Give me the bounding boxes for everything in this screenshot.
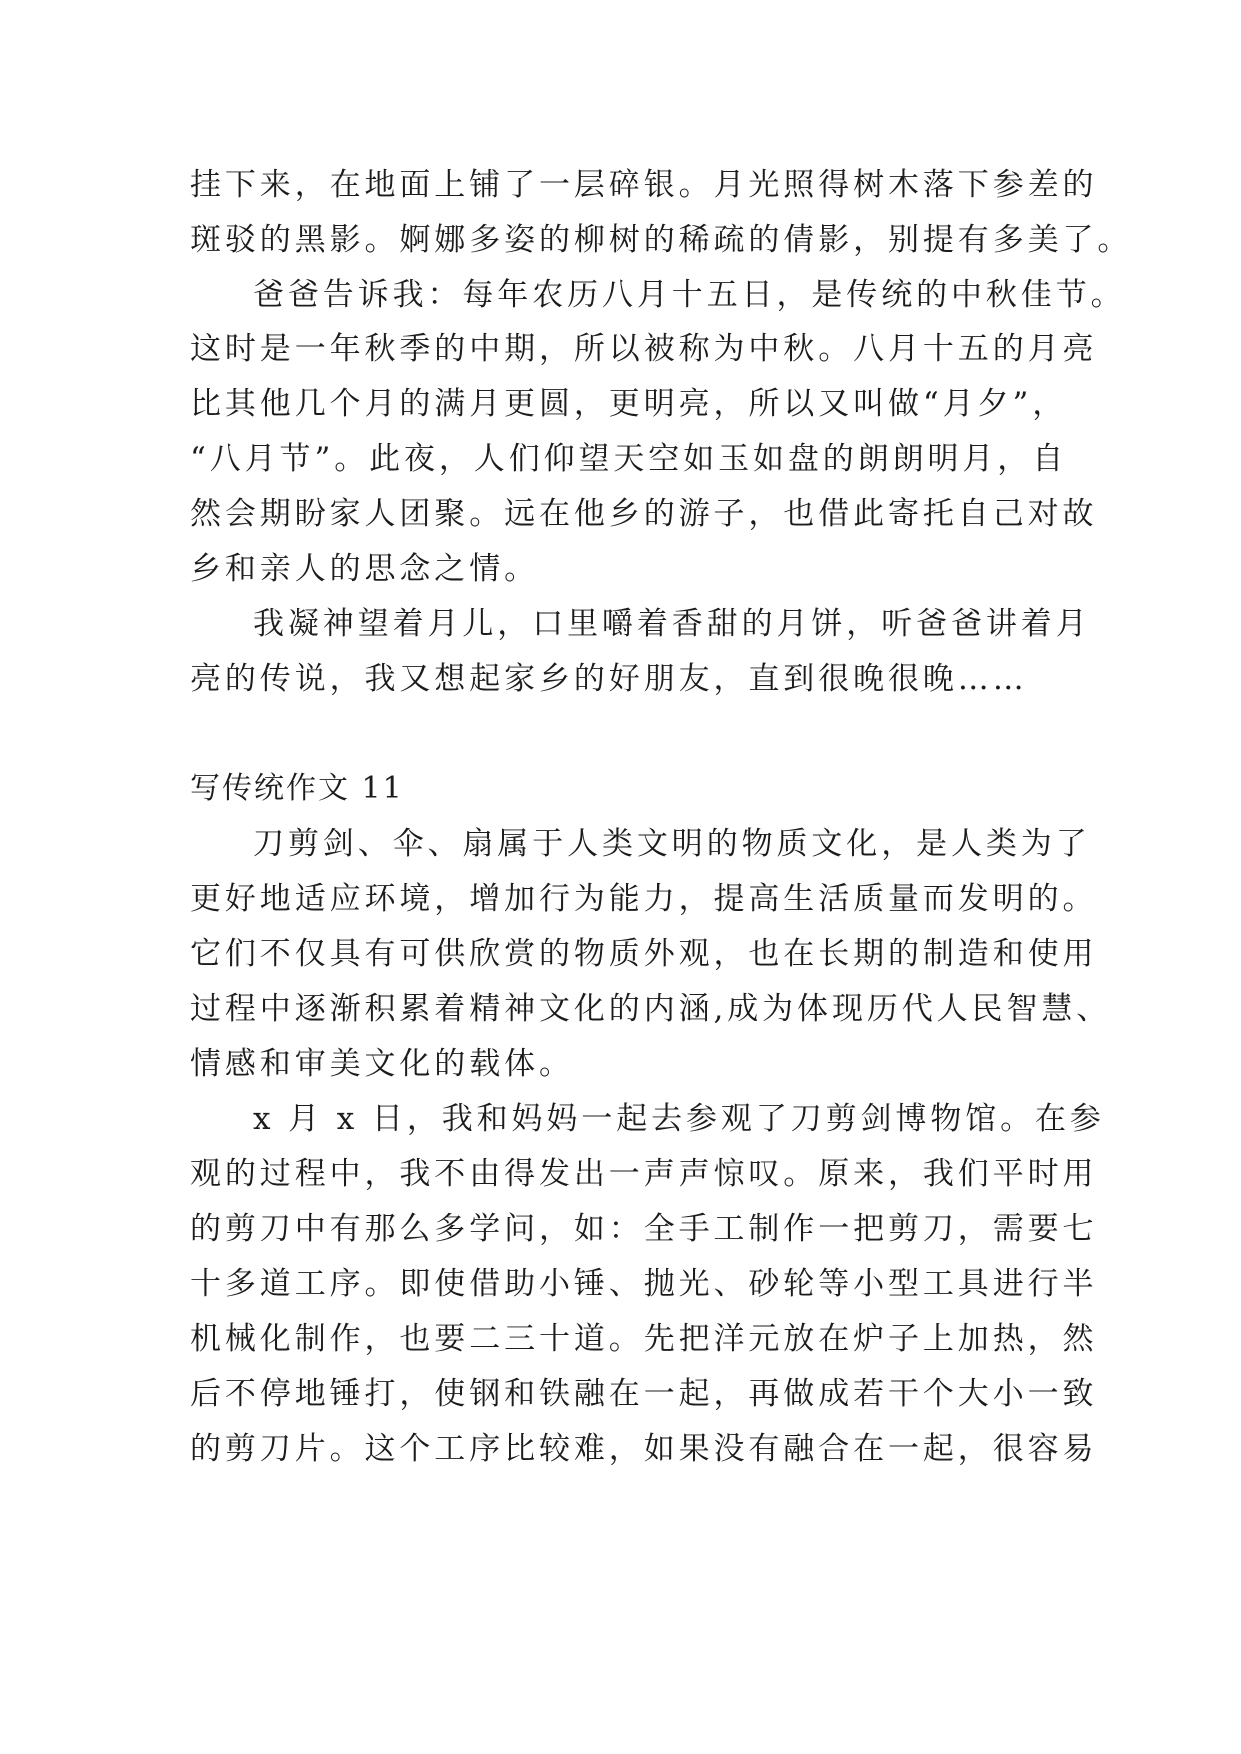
paragraph-line: 更好地适应环境，增加行为能力，提高生活质量而发明的。 bbox=[190, 881, 1098, 917]
paragraph-line: 我凝神望着月儿，口里嚼着香甜的月饼，听爸爸讲着月 bbox=[253, 606, 1091, 642]
paragraph-line: 比其他几个月的满月更圆，更明亮，所以又叫做“月夕”， bbox=[190, 386, 1068, 422]
paragraph-line: 观的过程中，我不由得发出一声声惊叹。原来，我们平时用 bbox=[190, 1156, 1098, 1192]
paragraph-line: 这时是一年秋季的中期，所以被称为中秋。八月十五的月亮 bbox=[190, 331, 1098, 367]
paragraph-line: 的剪刀中有那么多学问，如：全手工制作一把剪刀，需要七 bbox=[190, 1211, 1098, 1247]
section-heading: 写传统作文 11 bbox=[190, 771, 404, 806]
paragraph-line: “八月节”。此夜，人们仰望天空如玉如盘的朗朗明月，自 bbox=[190, 441, 1068, 477]
paragraph-line: 斑驳的黑影。婀娜多姿的柳树的稀疏的倩影，别提有多美了。 bbox=[190, 222, 1133, 258]
paragraph-line: 然会期盼家人团聚。远在他乡的游子，也借此寄托自己对故 bbox=[190, 496, 1098, 532]
paragraph-line: 它们不仅具有可供欣赏的物质外观，也在长期的制造和使用 bbox=[190, 936, 1098, 972]
paragraph-line: 情感和审美文化的载体。 bbox=[190, 1046, 574, 1082]
paragraph-line: 机械化制作，也要二三十道。先把洋元放在炉子上加热，然 bbox=[190, 1321, 1098, 1357]
paragraph-line: 后不停地锤打，使钢和铁融在一起，再做成若干个大小一致 bbox=[190, 1376, 1098, 1412]
paragraph-line: 乡和亲人的思念之情。 bbox=[190, 551, 539, 587]
paragraph-line: 挂下来，在地面上铺了一层碎银。月光照得树木落下参差的 bbox=[190, 167, 1098, 203]
paragraph-line: 爸爸告诉我：每年农历八月十五日，是传统的中秋佳节。 bbox=[253, 277, 1126, 313]
paragraph-line: x 月 x 日，我和妈妈一起去参观了刀剪剑博物馆。在参 bbox=[253, 1101, 1105, 1137]
paragraph-line: 的剪刀片。这个工序比较难，如果没有融合在一起，很容易 bbox=[190, 1431, 1098, 1467]
paragraph-line: 刀剪剑、伞、扇属于人类文明的物质文化，是人类为了 bbox=[253, 826, 1091, 862]
paragraph-line: 十多道工序。即使借助小锤、抛光、砂轮等小型工具进行半 bbox=[190, 1266, 1098, 1302]
paragraph-line: 过程中逐渐积累着精神文化的内涵,成为体现历代人民智慧、 bbox=[190, 991, 1112, 1027]
paragraph-line: 亮的传说，我又想起家乡的好朋友，直到很晚很晚…… bbox=[190, 661, 1028, 697]
